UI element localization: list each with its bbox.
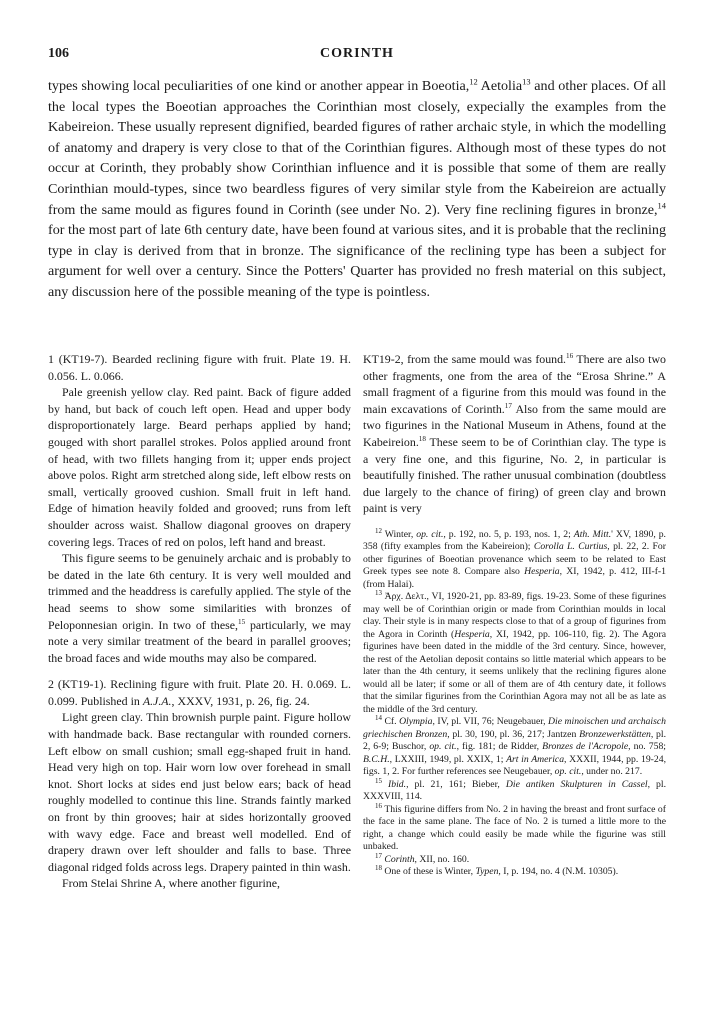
entry-2-provenance-continued: KT19-2, from the same mould was found.$^{16}$ There are also two other fragments, one from the area of the “Erosa Shrine.” A small fragment of a figurine from this mould was found in the main excavations of Corinth.$^{17}$ Also from the same mould are two figurines in the National Museum in Athens, found at the Kabeireion.$^{18}$ These seem to be of Corinthian clay. The type is a very fine one, and this figurine, No. 2, in particular is beautifully finished. The rather unusual combination (doubtless due largely to the chance of firing) of green clay and brown paint is very	[363, 352, 667, 516]
entry-2-heading: 2 (KT19-1). Reclining figure with fruit. Plate 20. H. 0.069. L. 0.099. Published in A.J.A., XXXV, 1931, p. 26, fig. 24.	[48, 677, 351, 708]
footnotes	[363, 526, 667, 879]
entry-1-discussion: This figure seems to be genuinely archaic and is probably to be dated in the late 6th century. It is very well moulded and trimmed and the headdress is carefully applied. The style of the head seems to show some similarities with bronzes of Peloponnesian origin. In two of these,$^{15}$ particularly, we may note a very similar treatment of the beard in parallel grooves; the broad faces and wide mouths may also be compared.	[48, 551, 351, 665]
footnote-14: $^{14}$ Cf. Olympia, IV, pl. VII, 76; Neugebauer, Die minoischen und archaisch griechischen Bronzen, pl. 30, 190, pl. 36, 217; Jantzen Bronzewerkstätten, pl. 2, 6-9; Buschor, op. cit., fig. 181; de Ridder, Bronzes de l'Acropole, no. 758; B.C.H., LXXIII, 1949, pl. XXIX, 1; Art in America, XXXII, 1944, pp. 19-24, figs. 1, 2. For further references see Neugebauer, op. cit., under no. 217.	[363, 714, 667, 778]
footnote-15: $^{15}$ Ibid., pl. 21, 161; Bieber, Die antiken Skulpturen in Cassel, pl. XXXVIII, 114.	[363, 776, 667, 803]
footnote-13: $^{13}$ Ἀρχ. Δελτ., VI, 1920-21, pp. 83-89, figs. 19-23. Some of these figurines may well be of Corinthian origin or made from Corinthian moulds in local clay. Their style is in many respects close to that of a group of figurines from the Agora in Corinth (Hesperia, XI, 1942, pp. 106-110, fig. 2). The Agora figurines have been dated in the middle of the 3rd century. Since, however, the rest of the Aetolian deposit contains so little material which appears to be later than the 4th century, it seems unlikely that the reclining figures alone would all be later; if some or all of them are of 4th century date, it follows that the similar figurines from the Corinthian Agora may not all be as late as the middle of the 3rd century.	[363, 589, 667, 715]
page-number: 106	[48, 46, 69, 61]
running-head: CORINTH	[320, 46, 394, 61]
intro-paragraph: types showing local peculiarities of one kind or another appear in Boeotia,$^{12}$ Aetolia$^{13}$ and other places. Of all the local types the Boeotian approaches the Corinthian most closely, expecially the examples from the Kabeireion. These usually represent dignified, bearded figures of rather archaic style, in which the modelling of anatomy and drapery is very close to that of the Corinthian figures. Although most of these types do not occur at Corinth, they probably show Corinthian influence and it is possible that some of them are really Corinthian mould-types, since two beardless figures of very similar style from the Kabeireion are actually from the same mould as figures found in Corinth (see under No. 2). Very fine reclining figures in bronze,$^{14}$ for the most part of late 6th century date, have been found at various sites, and it is probable that the reclining type in clay is derived from that in bronze. The significance of the reclining type has been a subject for argument for well over a century. Since the Potters' Quarter has provided no fresh material on this subject, any discussion here of the possible meaning of the type is pointless.	[48, 76, 666, 300]
footnote-17: $^{17}$ Corinth, XII, no. 160.	[375, 851, 470, 865]
right-column	[363, 351, 666, 879]
footnote-ref-15[interactable]: 15	[238, 617, 246, 626]
footnote-18: $^{18}$ One of these is Winter, Typen, I, p. 194, no. 4 (N.M. 10305).	[375, 864, 619, 878]
entry-1-description: Pale greenish yellow clay. Red paint. Back of figure added by hand, but back of couch left open. Head and upper body disproportionately large. Beard perhaps applied by hand; gouged with short parallel strokes. Polos applied around front of head, with two fillets hanging from it; upper ends project above polos. Right arm stretched along side, left elbow rests on small, vertically grooved cushion. Small fruit in left hand. Edge of himation heavily folded and grooved; runs from left shoulder across waist. Shallow diagonal grooves on drapery covering legs. Traces of red on polos, left hand and breast.	[48, 385, 351, 549]
footnote-16: $^{16}$ This figurine differs from No. 2 in having the breast and front surface of the face in the same plane. The face of No. 2 is turned a little more to the right, a change which could easily be made while the figurine was still unbaked.	[363, 801, 666, 853]
left-column	[48, 351, 351, 892]
footnote-ref-16[interactable]: 16	[566, 352, 574, 361]
entry-2-provenance: From Stelai Shrine A, where another figurine,	[62, 876, 280, 891]
entry-2-description: Light green clay. Thin brownish purple paint. Figure hollow with handmade back. Base rectangular with rounded corners. Left elbow on small cushion; small egg-shaped fruit in hand. Head very high on top. Hair worn low over forehead in small knot. Short locks at sides end just below ears; back of head roughly modelled to continue this line. Strands faintly marked on front by thin grooves; hair at sides horizontally grooved with wavy edge. Face and breast well modelled. End of drapery drawn over left shoulder and falls to base. Three diagonal ridged folds across legs. Drapery painted in thin wash.	[48, 710, 351, 874]
footnote-ref-17[interactable]: 17	[504, 401, 512, 410]
footnote-ref-14[interactable]: 14	[657, 199, 666, 210]
page-header	[48, 46, 666, 64]
footnote-ref-13[interactable]: 13	[522, 76, 531, 87]
footnote-12: $^{12}$ Winter, op. cit., p. 192, no. 5, p. 193, nos. 1, 2; Ath. Mitt.' XV, 1890, p. 358 (fifty examples from the Kabeireion); Corolla L. Curtius, pl. 22, 2. For other figurines of Boeotian provenance which seem to be related to East Greek types see note 8. Compare also Hesperia, XI, 1942, p. 412, III-f-1 (from Halai).	[363, 526, 666, 590]
entry-1-heading: 1 (KT19-7). Bearded reclining figure with fruit. Plate 19. H. 0.056. L. 0.066.	[48, 352, 351, 383]
footnote-ref-12[interactable]: 12	[469, 76, 478, 87]
footnote-ref-18[interactable]: 18	[418, 435, 426, 443]
